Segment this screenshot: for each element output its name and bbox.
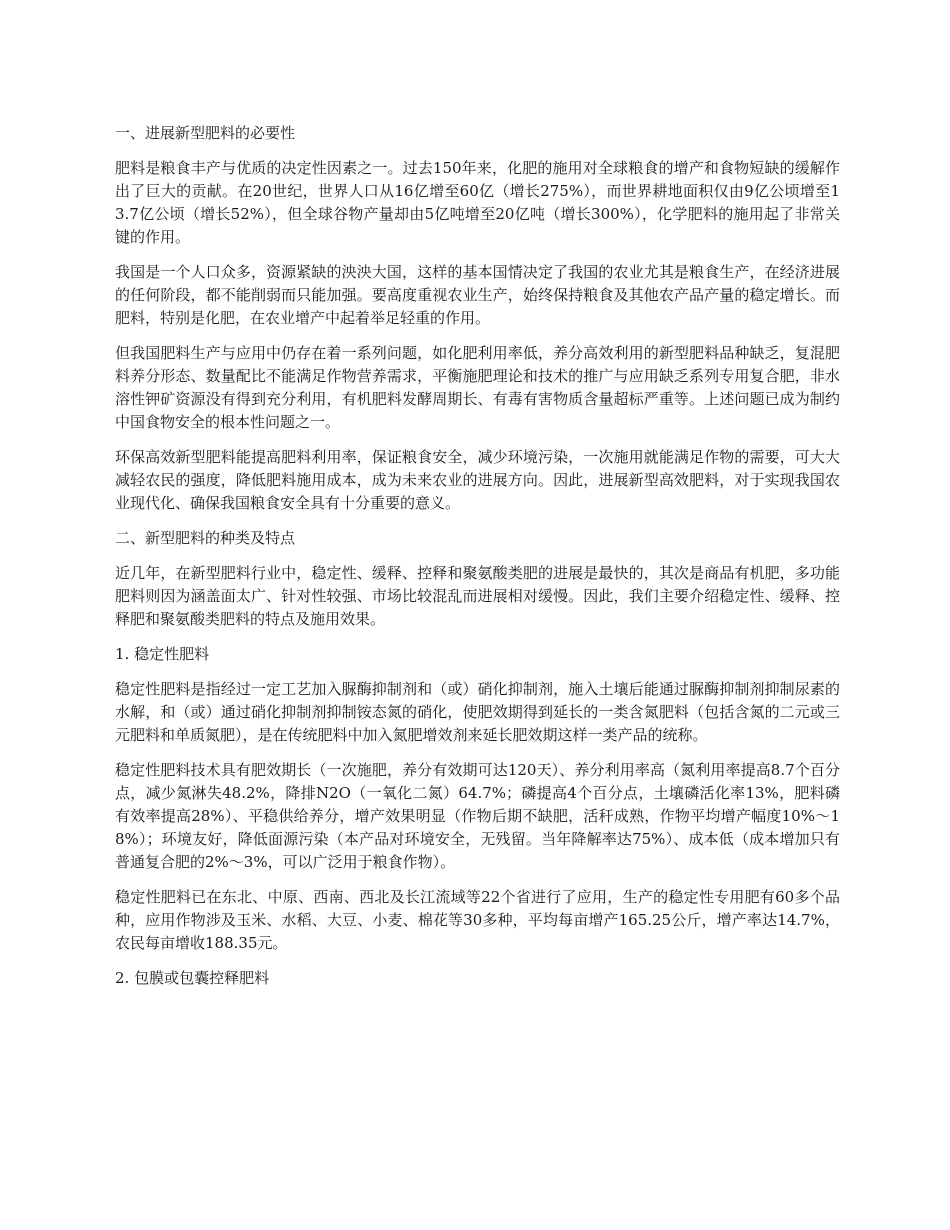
paragraph-stable-definition: 稳定性肥料是指经过一定工艺加入脲酶抑制剂和（或）硝化抑制剂，施入土壤后能通过脲酶抑制剂抑制尿素的水解，和（或）通过硝化抑制剂抑制铵态氮的硝化，使肥效期得到延长的一类含氮肥料（包括含氮的二元或三元肥料和单质氮肥），是在传统肥料中加入氮肥增效剂来延长肥效期这样一类产品的统称。 xyxy=(115,680,840,744)
paragraph-existing-problems: 但我国肥料生产与应用中仍存在着一系列问题，如化肥利用率低，养分高效利用的新型肥料品种缺乏，复混肥料养分形态、数量配比不能满足作物营养需求，平衡施肥理论和技术的推广与应用缺乏系列专用复合肥，非水溶性钾矿资源没有得到充分利用，有机肥料发酵周期长、有毒有害物质含量超标严重等。上述问题已成为制约中国食物安全的根本性问题之一。 xyxy=(115,344,840,431)
paragraph-fertilizer-importance: 肥料是粮食丰产与优质的决定性因素之一。过去150年来，化肥的施用对全球粮食的增产和食物短缺的缓解作出了巨大的贡献。在20世纪，世界人口从16亿增至60亿（增长275%），而世界耕地面积仅由9亿公顷增至13.7亿公顷（增长52%），但全球谷物产量却由5亿吨增至20亿吨（增长300%），化学肥料的施用起了非常关键的作用。 xyxy=(115,159,840,246)
paragraph-new-fertilizer-benefits: 环保高效新型肥料能提高肥料利用率，保证粮食安全，减少环境污染，一次施用就能满足作物的需要，可大大减轻农民的强度，降低肥料施用成本，成为未来农业的进展方向。因此，进展新型高效肥料，对于实现我国农业现代化、确保我国粮食安全具有十分重要的意义。 xyxy=(115,448,840,512)
paragraph-industry-overview: 近几年，在新型肥料行业中，稳定性、缓释、控释和聚氨酸类肥的进展是最快的，其次是商品有机肥，多功能肥料则因为涵盖面太广、针对性较强、市场比较混乱而进展相对缓慢。因此，我们主要介绍稳定性、缓释、控释肥和聚氨酸类肥料的特点及施用效果。 xyxy=(115,564,840,628)
section-heading-types: 二、新型肥料的种类及特点 xyxy=(115,529,296,547)
subsection-heading-stable-fertilizer: 1. 稳定性肥料 xyxy=(115,645,210,663)
paragraph-stable-advantages: 稳定性肥料技术具有肥效期长（一次施肥，养分有效期可达120天）、养分利用率高（氮利用率提高8.7个百分点，减少氮淋失48.2%，降排N2O（一氧化二氮）64.7%；磷提高4个百分点，土壤磷活化率13%，肥料磷有效率提高28%）、平稳供给养分，增产效果明显（作物后期不缺肥，活秆成熟，作物平均增产幅度10%～18%）；环境友好，降低面源污染（本产品对环境安全，无残留。当年降解率达75%）、成本低（成本增加只有普通复合肥的2%～3%，可以广泛用于粮食作物）。 xyxy=(115,761,840,871)
paragraph-national-conditions: 我国是一个人口众多，资源紧缺的泱泱大国，这样的基本国情决定了我国的农业尤其是粮食生产，在经济进展的任何阶段，都不能削弱而只能加强。要高度重视农业生产，始终保持粮食及其他农产品产量的稳定增长。而肥料，特别是化肥，在农业增产中起着举足轻重的作用。 xyxy=(115,263,840,327)
section-heading-necessity: 一、进展新型肥料的必要性 xyxy=(115,124,296,142)
paragraph-stable-application: 稳定性肥料已在东北、中原、西南、西北及长江流域等22个省进行了应用，生产的稳定性专用肥有60多个品种，应用作物涉及玉米、水稻、大豆、小麦、棉花等30多种，平均每亩增产165.25公斤，增产率达14.7%，农民每亩增收188.35元。 xyxy=(115,888,840,952)
subsection-heading-coated-fertilizer: 2. 包膜或包囊控释肥料 xyxy=(115,969,270,987)
